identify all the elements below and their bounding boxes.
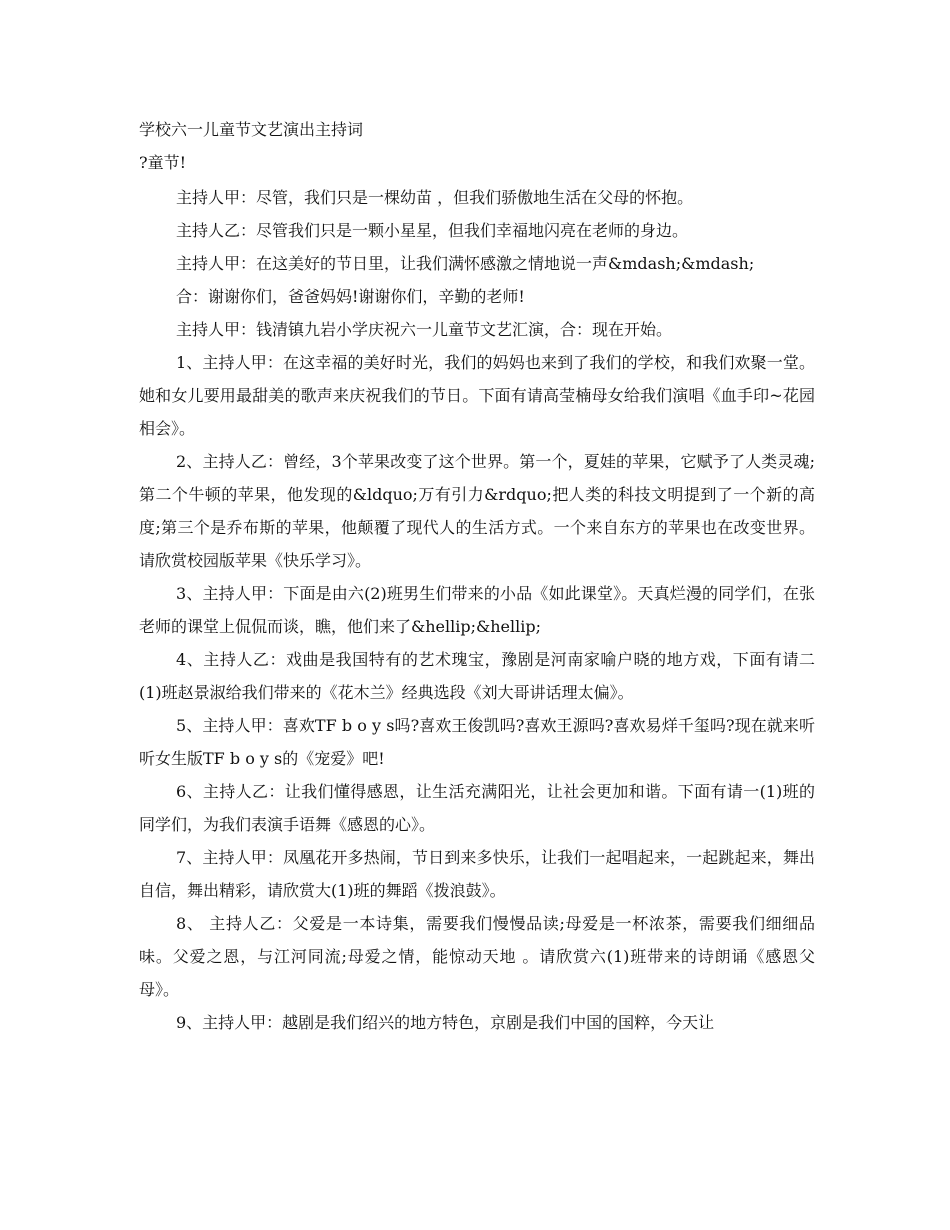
document-body: [139, 181, 815, 1039]
paragraph: 主持人甲：尽管，我们只是一棵幼苗 ，但我们骄傲地生活在父母的怀抱。: [176, 188, 694, 207]
document-subtitle: ?童节!: [139, 153, 187, 172]
paragraph: 1、主持人甲：在这幸福的美好时光，我们的妈妈也来到了我们的学校，和我们欢聚一堂。她和女儿要用最甜美的歌声来庆祝我们的节日。下面有请高莹楠母女给我们演唱《血手印~花园相会》。: [139, 353, 815, 438]
paragraph: 4、主持人乙：戏曲是我国特有的艺术瑰宝，豫剧是河南家喻户晓的地方戏，下面有请二(1)班赵景淑给我们带来的《花木兰》经典选段《刘大哥讲话理太偏》。: [139, 650, 815, 702]
paragraph: 合：谢谢你们，爸爸妈妈!谢谢你们，辛勤的老师!: [176, 287, 525, 306]
paragraph: 主持人甲：钱清镇九岩小学庆祝六一儿童节文艺汇演，合：现在开始。: [176, 320, 673, 339]
paragraph: 9、主持人甲：越剧是我们绍兴的地方特色，京剧是我们中国的国粹，今天让: [176, 1013, 715, 1032]
paragraph: 2、主持人乙：曾经，3个苹果改变了这个世界。第一个，夏娃的苹果，它赋予了人类灵魂;第二个牛顿的苹果，他发现的&ldquo;万有引力&rdquo;把人类的科技文明提到了一个新的高度;第三个是乔布斯的苹果，他颠覆了现代人的生活方式。一个来自东方的苹果也在改变世界。请欣赏校园版苹果《快乐学习》。: [139, 452, 815, 570]
paragraph: 6、主持人乙：让我们懂得感恩，让生活充满阳光，让社会更加和谐。下面有请一(1)班的同学们，为我们表演手语舞《感恩的心》。: [139, 782, 815, 834]
paragraph: 主持人甲：在这美好的节日里，让我们满怀感激之情地说一声&mdash;&mdash;: [176, 254, 755, 273]
document-title: 学校六一儿童节文艺演出主持词: [139, 120, 364, 139]
paragraph: 8、 主持人乙：父爱是一本诗集，需要我们慢慢品读;母爱是一杯浓茶，需要我们细细品味。父爱之恩，与江河同流;母爱之情，能惊动天地 。请欣赏六(1)班带来的诗朗诵《感恩父母》。: [139, 914, 815, 999]
paragraph: 7、主持人甲：凤凰花开多热闹，节日到来多快乐，让我们一起唱起来，一起跳起来，舞出自信，舞出精彩，请欣赏大(1)班的舞蹈《拨浪鼓》。: [139, 848, 815, 900]
paragraph: 5、主持人甲：喜欢TF b o y s吗?喜欢王俊凯吗?喜欢王源吗?喜欢易烊千玺吗?现在就来听听女生版TF b o y s的《宠爱》吧!: [139, 716, 815, 768]
paragraph: 主持人乙：尽管我们只是一颗小星星，但我们幸福地闪亮在老师的身边。: [176, 221, 689, 240]
paragraph: 3、主持人甲：下面是由六(2)班男生们带来的小品《如此课堂》。天真烂漫的同学们，在张老师的课堂上侃侃而谈，瞧，他们来了&hellip;&hellip;: [139, 584, 815, 636]
